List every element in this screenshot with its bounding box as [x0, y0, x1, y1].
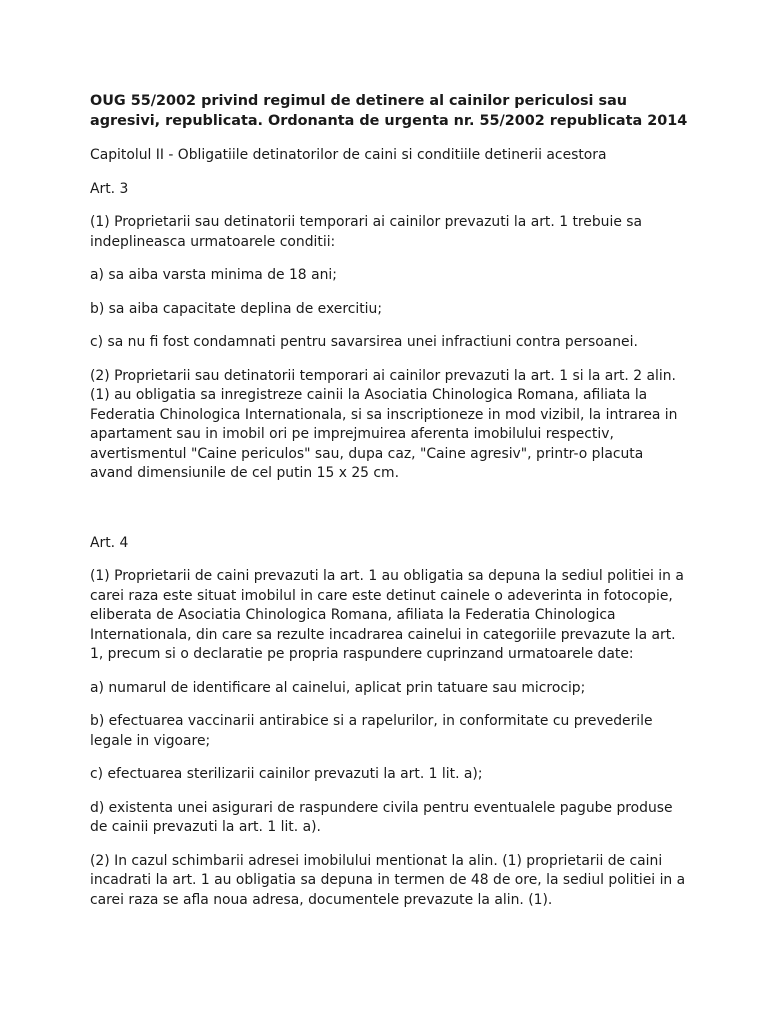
- article-4-item-a: a) numarul de identificare al cainelui, aplicat prin tatuare sau microcip;: [90, 679, 586, 696]
- article-3-paragraph-2: (2) Proprietarii sau detinatorii temporari ai cainilor prevazuti la art. 1 si la art. 2 alin. (1) au obligatia sa inregistreze cainii la Asociatia Chinologica Romana, afiliata la Federatia Chinologica Internationala, si sa inscriptioneze in mod vizibil, la intrarea in apartament sau in imobil ori pe imprejmuirea aferenta imobilului respectiv, avertismentul "Caine periculos" sau, dupa caz, "Caine agresiv", printr-o placuta avand dimensiunile de cel putin 15 x 25 cm.: [90, 367, 678, 481]
- article-4-heading: Art. 4: [90, 534, 129, 551]
- article-3-paragraph-1: (1) Proprietarii sau detinatorii temporari ai cainilor prevazuti la art. 1 trebuie sa indeplineasca urmatoarele conditii:: [90, 214, 643, 250]
- chapter-heading: Capitolul II - Obligatiile detinatorilor de caini si conditiile detinerii acestora: [90, 147, 607, 163]
- article-4-paragraph-2: (2) In cazul schimbarii adresei imobilului mentionat la alin. (1) proprietarii de caini incadrati la art. 1 au obligatia sa depuna in termen de 48 de ore, la sediul politiei in a carei raza se afla noua adresa, documentele prevazute la alin. (1).: [90, 852, 686, 908]
- article-3-heading: Art. 3: [90, 180, 129, 197]
- article-3-item-b: b) sa aiba capacitate deplina de exercitiu;: [90, 300, 383, 317]
- article-4-paragraph-1: (1) Proprietarii de caini prevazuti la art. 1 au obligatia sa depuna la sediul politiei in a carei raza este situat imobilul in care este detinut cainele o adeverinta in fotocopie, eliberata de Asociatia Chinologica Romana, afiliata la Federatia Chinologica Internationala, din care sa rezulte incadrarea cainelui in categoriile prevazute la art. 1, precum si o declaratie pe propria raspundere cuprinzand urmatoarele date:: [90, 568, 684, 662]
- document-body: [90, 91, 690, 924]
- document-title: OUG 55/2002 privind regimul de detinere al cainilor periculosi sau agresivi, republicata. Ordonanta de urgenta nr. 55/2002 republicata 2014: [90, 93, 688, 129]
- article-4-item-c: c) efectuarea sterilizarii cainilor prevazuti la art. 1 lit. a);: [90, 766, 483, 782]
- article-3-item-c: c) sa nu fi fost condamnati pentru savarsirea unei infractiuni contra persoanei.: [90, 334, 638, 350]
- article-4-item-b: b) efectuarea vaccinarii antirabice si a rapelurilor, in conformitate cu prevederile legale in vigoare;: [90, 713, 653, 749]
- article-4-item-d: d) existenta unei asigurari de raspundere civila pentru eventualele pagube produse de cainii prevazuti la art. 1 lit. a).: [90, 799, 673, 835]
- article-3-item-a: a) sa aiba varsta minima de 18 ani;: [90, 267, 337, 283]
- section-spacer: [90, 498, 690, 534]
